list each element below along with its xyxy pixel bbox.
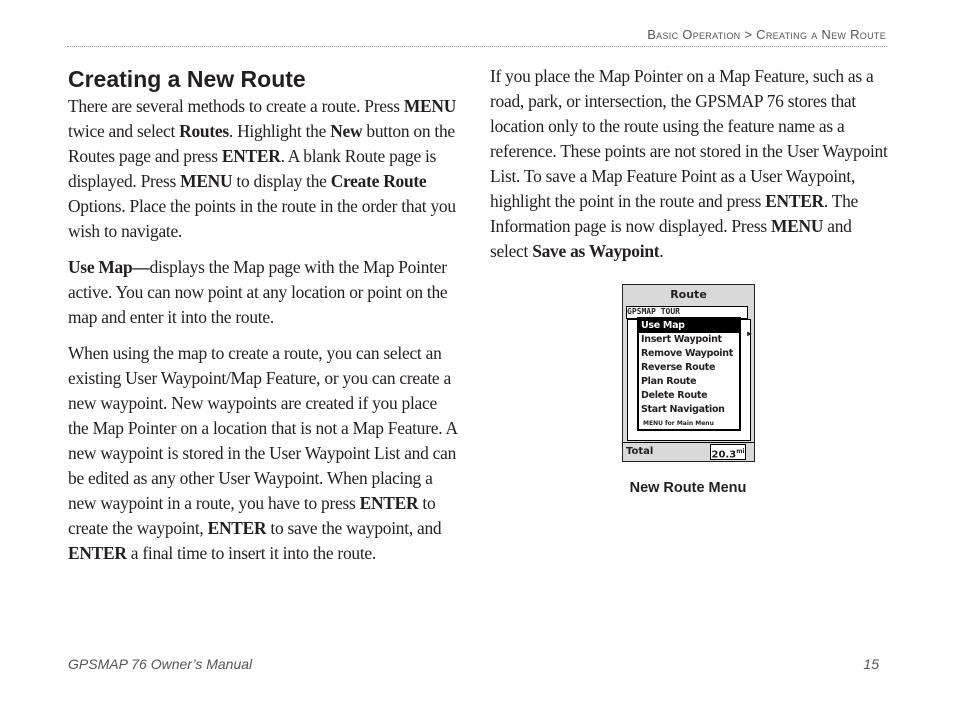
device-menu-hint: MENU for Main Menu [643, 420, 714, 427]
right-column [490, 64, 890, 264]
header-divider [67, 46, 887, 47]
device-menu-item: Insert Waypoint [641, 334, 722, 345]
map-feature-paragraph: If you place the Map Pointer on a Map Feature, such as a road, park, or intersection, the GPSMAP 76 stores that location only to the route using the feature name as a reference. These points are not stored in the User Waypoint List. To save a Map Feature Point as a User Waypoint, highlight the point in the route and press ENTER. The Information page is now displayed. Press MENU and select Save as Waypoint. [490, 66, 888, 261]
when-using-paragraph: When using the map to create a route, you can select an existing User Waypoint/Map Feature, or you can create a new waypoint. New waypoints are created if you place the Map Pointer on a location that is not a Map Feature. A new waypoint is stored in the User Waypoint List and can be edited as any other User Waypoint. When placing a new waypoint in a route, you have to press ENTER to create the waypoint, ENTER to save the waypoint, and ENTER a final time to insert it into the route. [68, 343, 457, 563]
figure-caption: New Route Menu [629, 480, 747, 496]
breadcrumb-page: Creating a New Route [756, 27, 886, 42]
device-total-value: $20.3^{mi}$ [710, 444, 746, 460]
device-page-title: Route [670, 288, 707, 301]
device-menu-item: Plan Route [641, 376, 697, 387]
device-total-unit: mi [736, 448, 745, 455]
device-total-label: Total [626, 446, 654, 457]
breadcrumb-section: Basic Operation [647, 27, 741, 42]
device-route-name: GPSMAP TOUR [626, 306, 748, 319]
intro-paragraph: There are several methods to create a route. Press MENU twice and select Routes. Highlight the New button on the Routes page and press ENTER. A blank Route page is displayed. Press MENU to display the Create Route Options. Place the points in the route in the order that you wish to navigate. [68, 96, 457, 241]
footer-manual-title: GPSMAP 76 Owner’s Manual [68, 656, 253, 672]
device-menu-item: Start Navigation [641, 404, 725, 415]
device-total-bar [623, 442, 754, 461]
device-screenshot [622, 284, 755, 462]
breadcrumb [647, 27, 886, 42]
device-menu-item: Delete Route [641, 390, 708, 401]
use-map-paragraph: Use Map—displays the Map page with the Map Pointer active. You can now point at any location or point on the map and enter it into the route. [68, 257, 448, 327]
page-title: Creating a New Route [68, 66, 306, 92]
left-column [68, 64, 460, 577]
page-number: 15 [863, 656, 879, 672]
device-menu-item: Use Map [639, 319, 739, 333]
device-menu-item: Reverse Route [641, 362, 716, 373]
device-options-menu [637, 317, 741, 431]
device-menu-item: Remove Waypoint [641, 348, 733, 359]
breadcrumb-separator: > [740, 27, 757, 42]
scroll-right-icon: ▶ [747, 329, 752, 338]
